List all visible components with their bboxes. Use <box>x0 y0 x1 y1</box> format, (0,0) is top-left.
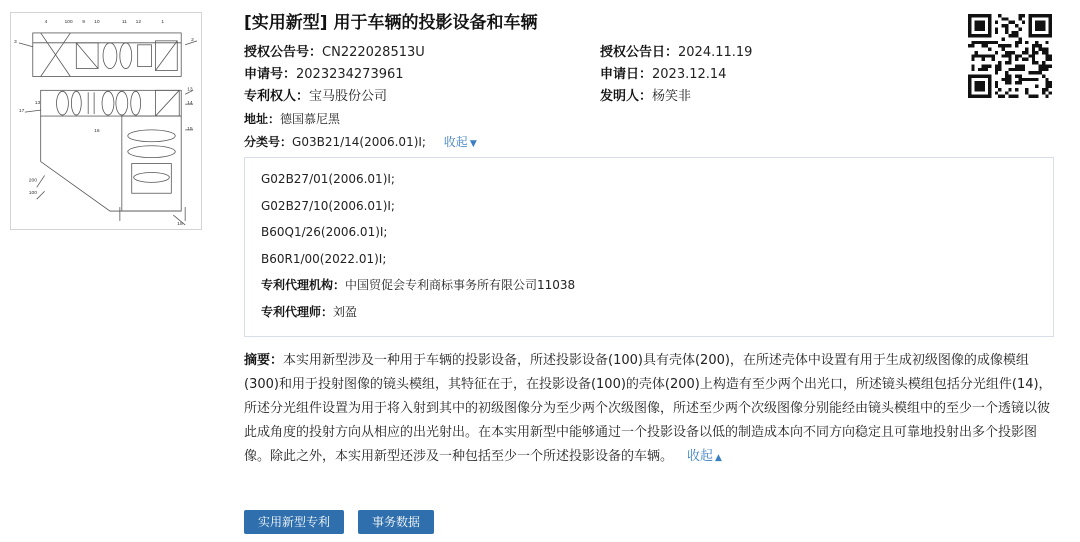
info-row-address <box>244 108 1054 130</box>
class-label: 分类号： <box>244 135 293 149</box>
inventor-label: 发明人： <box>600 89 653 104</box>
action-buttons <box>244 510 434 534</box>
figure-label: 10 <box>94 20 100 26</box>
figure-label: 100 <box>64 20 73 26</box>
agent-value: 刘盈 <box>333 304 358 319</box>
figure-label: 17 <box>18 109 25 115</box>
class-item: B60R1/00(2022.01)I; <box>261 251 387 266</box>
class-item: G02B27/01(2006.01)I; <box>261 172 395 186</box>
grant-no-label: 授权公告号： <box>244 45 323 60</box>
classification-panel <box>244 157 1054 337</box>
abstract-label: 摘要： <box>244 353 284 368</box>
figure-label: 14 <box>187 101 193 107</box>
figure-label: 16 <box>94 128 100 134</box>
holder-label: 专利权人： <box>244 89 310 104</box>
grant-date-label: 授权公告日： <box>600 45 679 60</box>
class-main-value: G03B21/14(2006.01)I; <box>292 135 426 149</box>
abstract-collapse-toggle[interactable] <box>687 449 722 464</box>
abstract-collapse-label: 收起 <box>687 449 714 464</box>
class-collapse-toggle[interactable] <box>444 135 477 149</box>
class-item: G02B27/10(2006.01)I; <box>261 198 395 213</box>
figure-label: 18 <box>177 221 183 227</box>
app-no-value: 2023234273961 <box>296 67 404 82</box>
class-item: B60Q1/26(2006.01)I; <box>261 225 388 239</box>
figure-label: 13 <box>34 101 41 107</box>
figure-label: 3 <box>13 39 17 45</box>
inventor-value: 杨笑非 <box>652 89 692 104</box>
utility-patent-button[interactable]: 实用新型专利 <box>244 510 344 534</box>
app-date-value: 2023.12.14 <box>652 67 727 82</box>
patent-detail <box>244 10 1054 529</box>
class-collapse-label: 收起 <box>443 135 468 149</box>
app-no-label: 申请号： <box>244 67 297 82</box>
agent-row <box>261 299 1037 326</box>
agency-value: 中国贸促会专利商标事务所有限公司11038 <box>345 278 576 292</box>
figure-label: 4 <box>44 20 48 26</box>
abstract <box>244 349 1056 470</box>
agency-label: 专利代理机构： <box>261 278 346 292</box>
figure-label: 1 <box>161 20 165 26</box>
figure-label: 2 <box>191 37 194 43</box>
agency-row <box>261 272 1037 299</box>
affairs-data-button[interactable]: 事务数据 <box>358 510 434 534</box>
holder-value: 宝马股份公司 <box>309 89 388 104</box>
info-row-holder <box>244 86 1054 108</box>
figure-label: 13 <box>187 87 193 93</box>
triangle-up-icon: ▲ <box>715 453 722 463</box>
figure-label: 12 <box>135 20 142 26</box>
address-label: 地址： <box>244 112 281 126</box>
figure-label: 200 <box>28 178 38 184</box>
agent-label: 专利代理师： <box>261 304 334 319</box>
info-row-classification <box>244 131 1054 153</box>
patent-drawing-thumbnail[interactable] <box>10 12 202 230</box>
figure-label: 9 <box>82 20 85 26</box>
grant-no-value: CN222028513U <box>322 45 425 60</box>
address-value: 德国慕尼黑 <box>280 112 341 126</box>
app-date-label: 申请日： <box>600 67 653 82</box>
triangle-down-icon: ▼ <box>469 139 477 149</box>
figure-label: 15 <box>187 126 193 132</box>
abstract-text: 本实用新型涉及一种用于车辆的投影设备，所述投影设备(100)具有壳体(200)，在所述壳体中设置有用于生成初级图像的成像模组(300)和用于投射图像的镜头模组，其特征在于，在投影设备(100)的壳体(200)上构造有至少两个出光口，所述镜头模组包括分光组件(14)，所述分光组件设置为用于将入射到其中的初级图像分为至少两个次级图像，所述至少两个次级图像分别能经由镜头模组中的至少一个透镜以彼此成角度的投射方向从相应的出光射出。在本实用新型中能够通过一个投影设备以低的制造成本向不同方向稳定且可靠地投射出多个投影图像。除此之外，本实用新型还涉及一种包括至少一个所述投影设备的车辆。 <box>244 353 1052 464</box>
info-row-application <box>244 64 1054 86</box>
figure-label: 11 <box>121 20 127 26</box>
figure-label: 100 <box>28 191 38 197</box>
patent-drawing <box>11 13 201 229</box>
grant-date-value: 2024.11.19 <box>678 45 753 60</box>
page-title[interactable]: [实用新型] 用于车辆的投影设备和车辆 <box>244 13 538 33</box>
info-row-grant <box>244 42 1054 64</box>
